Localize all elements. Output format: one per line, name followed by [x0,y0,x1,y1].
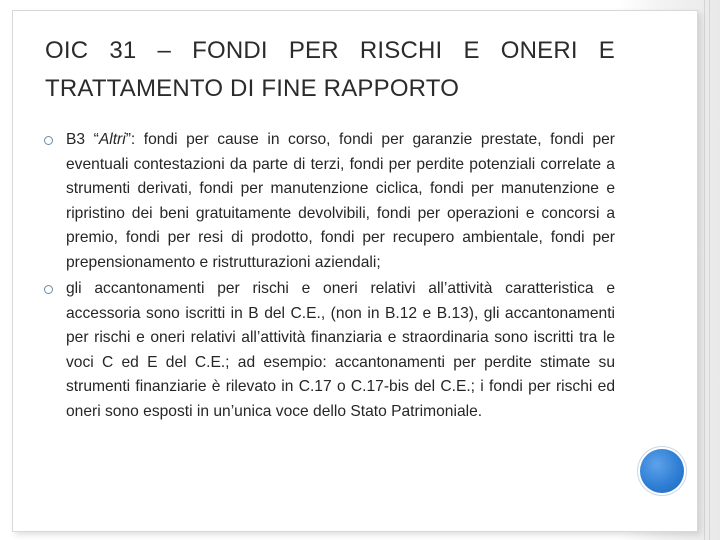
right-edge-lines [702,0,714,540]
slide-title [45,32,615,108]
bullet-item-altri [45,128,615,275]
bullet-text-italic: Altri [98,131,126,148]
blue-circle-decoration [640,449,684,493]
bullet-item-accantonamenti [45,277,615,424]
hollow-circle-bullet-icon [44,136,53,145]
bullet-text: gli accantonamenti per rischi e oneri relativi all’attività caratteristica e accessoria sono iscritti in B del C.E., (non in B.12 e B.13), gli accantonamenti per rischi e oneri relativi all’attività finanziaria e straordinaria sono iscritti tra le voci C ed E del C.E.; ad esempio: accantonamenti per perdite stimate su strumenti finanziarie è rilevato in C.17 o C.17-bis del C.E.; i fondi per rischi ed oneri sono esposti in un’unica voce dello Stato Patrimoniale. [66,280,615,420]
bullet-list [45,128,615,426]
slide-title-line-1: OIC 31 – FONDI PER RISCHI E ONERI E [45,37,615,64]
bullet-text-prefix: B3 “ [66,131,99,148]
bullet-text-rest: ”: fondi per cause in corso, fondi per garanzie prestate, fondi per eventuali contestazioni da parte di terzi, fondi per perdite potenziali correlate a strumenti derivati, fondi per manutenzione ciclica, fondi per manutenzione e ripristino dei beni gratuitamente devolvibili, fondi per operazioni e concorsi a premio, fondi per resi di prodotto, fondi per recupero ambientale, fondi per prepensionamento e ristrutturazioni aziendali; [66,131,615,271]
slide-title-line-2: TRATTAMENTO DI FINE RAPPORTO [45,75,460,102]
hollow-circle-bullet-icon [44,285,53,294]
